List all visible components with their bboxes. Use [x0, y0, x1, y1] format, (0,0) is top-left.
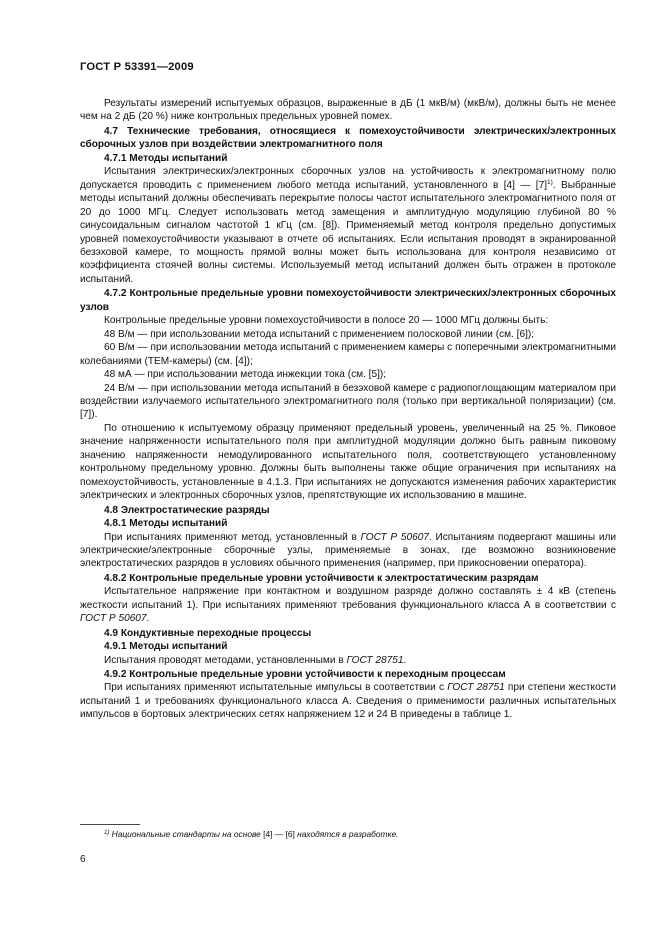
section-heading-4-8: 4.8 Электростатические разряды [104, 504, 270, 516]
subsection-heading-4-7-1: 4.7.1 Методы испытаний [104, 152, 228, 164]
page-number: 6 [80, 854, 86, 865]
paragraph-text: . [403, 654, 407, 666]
paragraph-esd-methods [80, 531, 616, 571]
subsection-heading-4-7-2: 4.7.2 Контрольные предельные уровни помехоустойчивости электрических/электронных сборочных узлов [80, 288, 616, 313]
paragraph-text: . Выбранные методы испытаний должны обеспечивать перекрытие полосы частот испытательного электромагнитного поля от 20 до 1000 МГц. Следует использовать метод замещения и амплитудную модуляцию глубиной 80 % синусоидальным сигналом частотой 1 кГц (см. [8]). Применяемый метод контроля предельно допустимых уровней помехоустойчивости указывают в отчете об испытаниях. Если испытания проводят в экранированной безэховой камере, то мощность прямой волны может быть использована для контроля независимо от коэффициента стоячей волны системы. Используемый метод испытаний должен быть отражен в протоколе испытаний. [80, 179, 617, 285]
footnote-text: Национальные стандарты на основе [109, 829, 264, 839]
paragraph-text: При испытаниях применяют метод, установленный в [104, 531, 361, 543]
subsection-heading-4-8-2: 4.8.2 Контрольные предельные уровни устойчивости к электростатическим разрядам [104, 572, 539, 584]
paragraph-text: При испытаниях применяют испытательные импульсы в соответствии с [104, 682, 448, 694]
footnote-text: находятся в разработке. [294, 829, 399, 839]
paragraph-text: Испытания проводят методами, установленными в [104, 654, 347, 666]
subsection-heading-4-9-2: 4.9.2 Контрольные предельные уровни устойчивости к переходным процессам [104, 669, 506, 681]
subsection-heading-4-8-1: 4.8.1 Методы испытаний [104, 518, 228, 530]
footnote-divider [80, 824, 140, 825]
list-item-anechoic-chamber: 24 В/м — при использовании метода испытаний в безэховой камере с радиопоглощающим материалом при воздействии излучаемого испытательного электромагнитного поля (только при вертикальной поляризации) (см. [7]). [80, 382, 616, 421]
paragraph-text: Испытания электрических/электронных сборочных узлов на устойчивость к электромагнитному полю допускается проводить с применением любого метода испытаний, установленного в [4] — [7] [80, 166, 616, 191]
list-item-tem-cell: 60 В/м — при использовании метода испытаний с применением камеры с поперечными электромагнитными колебаниями (ТЕМ-камеры) (см. [4]); [80, 342, 616, 367]
footnote [80, 829, 616, 839]
paragraph-text: . [146, 613, 150, 625]
list-item-current-injection: 48 мА — при использовании метода инжекции тока (см. [5]); [104, 369, 387, 381]
footnote-marker: 1) [104, 830, 110, 836]
paragraph-text: . Испытаниям подвергают машины или электрические/электронные сборочные узлы, применяемые в зонах, где возможно возникновение электростатических разрядов в условиях обычного применения (например, при прикосновении оператора). [80, 531, 616, 570]
list-item-stripline: 48 В/м — при использовании метода испытаний с применением полосковой линии (см. [6]); [104, 328, 535, 340]
document-header: ГОСТ Р 53391—2009 [80, 61, 194, 73]
standard-reference: ГОСТ 28751 [447, 682, 505, 694]
standard-reference: ГОСТ 28751 [346, 654, 404, 666]
paragraph-limit-increase: По отношению к испытуемому образцу применяют предельный уровень, увеличенный на 25 %. Пиковое значение напряженности испытательного поля при амплитудной модуляции должно быть равным пиковому значению напряженности немодулированного испытательного поля, соответствующего установленному контрольному предельному уровню. Должны быть выполнены также общие ограничения при испытаниях на помехоустойчивость, установленные в 4.1.3. При испытаниях не допускаются изменения рабочих характеристик электрических и электронных сборочных узлов, препятствующие их использованию в машине. [80, 422, 616, 502]
paragraph-transient-levels [80, 681, 616, 721]
standard-reference: ГОСТ Р 50607 [80, 613, 147, 625]
section-heading-4-9: 4.9 Кондуктивные переходные процессы [104, 627, 312, 639]
footnote-ref: [4] — [6] [263, 829, 295, 839]
subsection-heading-4-9-1: 4.9.1 Методы испытаний [104, 641, 228, 653]
standard-reference: ГОСТ Р 50607 [360, 531, 429, 543]
paragraph-results: Результаты измерений испытуемых образцов, выраженные в дБ (1 мкВ/м) (мкВ/м), должны быть не менее чем на 2 дБ (20 %) ниже контрольных предельных уровней помех. [80, 98, 616, 123]
section-heading-4-7: 4.7 Технические требования, относящиеся к помехоустойчивости электрических/электронных сборочных узлов при воздействии электромагнитного поля [80, 125, 616, 151]
paragraph-text: Испытательное напряжение при контактном и воздушном разряде должно составлять ± 4 кВ (степень жесткости испытаний 1). При испытаниях применяют требования функционального класса А в соответствии с [80, 586, 616, 611]
paragraph-text: при степени жесткости испытаний 1 и требованиях функционального класса А. Сведения о применимости различных испытательных импульсов в бортовых электрических сетях напряжением 12 и 24 В приведены в таблице 1. [80, 682, 616, 721]
document-body [80, 96, 616, 722]
paragraph-levels-intro: Контрольные предельные уровни помехоустойчивости в полосе 20 — 1000 МГц должны быть: [104, 315, 549, 327]
footnote-reference: 1) [547, 178, 553, 186]
paragraph-transient-methods [80, 654, 616, 667]
paragraph-test-methods [80, 165, 616, 286]
paragraph-esd-levels [80, 585, 616, 625]
